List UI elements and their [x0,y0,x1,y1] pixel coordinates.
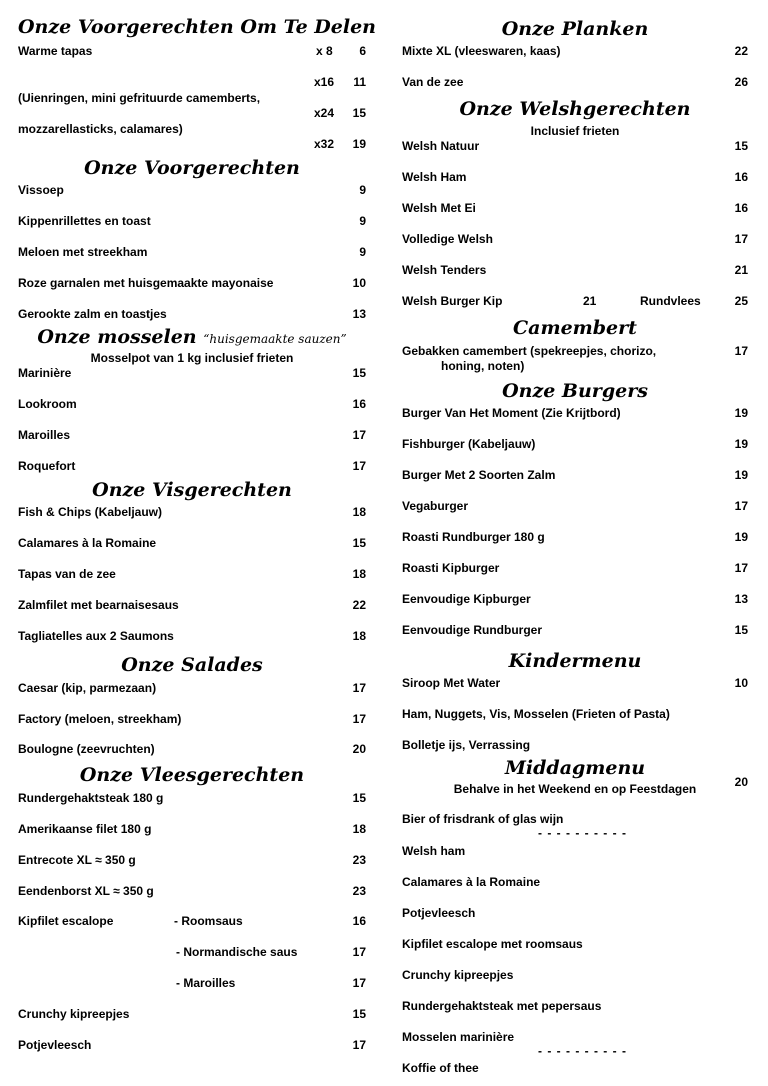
menu-price: 18 [352,505,366,519]
menu-item: Volledige Welsh [402,232,493,246]
menu-item: Potjevleesch [18,1038,92,1052]
middagmenu-subtitle: Behalve in het Weekend en op Feestdagen [453,782,697,796]
menu-item-escalope: Kipfilet escalope [18,914,114,928]
section-title-voorgerechten: Onze Voorgerechten [84,157,300,179]
menu-price: 16 [734,201,748,215]
menu-item: Vissoep [18,183,64,197]
menu-item: Mixte XL (vleeswaren, kaas) [402,44,561,58]
menu-price: 17 [352,945,366,959]
section-title-tapas: Onze Voorgerechten Om Te Delen [18,16,376,38]
menu-item: Eenvoudige Rundburger [402,623,543,637]
menu-item: Zalmfilet met bearnaisesaus [18,598,179,612]
mosselen-subtitle: Mosselpot van 1 kg inclusief frieten [90,351,294,365]
section-title-vleesgerechten: Onze Vleesgerechten [79,764,305,786]
section-title-kindermenu: Kindermenu [508,650,642,672]
menu-item: Calamares à la Romaine [18,536,157,550]
menu-price: 15 [734,139,748,153]
escalope-sauce: - Normandische saus [176,945,298,959]
menu-item: Ham, Nuggets, Vis, Mosselen (Frieten of Pasta) [402,707,670,721]
menu-price: 21 [734,263,748,277]
middagmenu-separator: - - - - - - - - - - [538,826,627,840]
menu-price: 18 [352,567,366,581]
section-title-welsh: Onze Welshgerechten [459,98,691,120]
tapas-qty-24: x24 [314,106,335,120]
welsh-burger-kip-price: 21 [583,294,597,308]
menu-price: 26 [734,75,748,89]
middagmenu-separator: - - - - - - - - - - [538,1044,627,1058]
menu-item: Tapas van de zee [18,567,116,581]
middagmenu-item: Crunchy kipreepjes [402,968,514,982]
item-name-warme-tapas: Warme tapas [18,44,93,58]
tapas-price-24: 15 [352,106,366,120]
menu-item: Kippenrillettes en toast [18,214,151,228]
menu-item: Welsh Ham [402,170,467,184]
menu-item: Welsh Natuur [402,139,480,153]
menu-item: Caesar (kip, parmezaan) [18,681,157,695]
middagmenu-item: Mosselen marinière [402,1030,515,1044]
section-title-burgers: Onze Burgers [502,380,648,402]
menu-price: 15 [352,536,366,550]
tapas-price-32: 19 [352,137,366,151]
menu-price: 23 [352,853,366,867]
middagmenu-drink: Bier of frisdrank of glas wijn [402,812,564,826]
menu-price: 17 [352,459,366,473]
menu-price: 17 [734,499,748,513]
menu-price: 17 [734,561,748,575]
menu-price: 17 [352,712,366,726]
menu-item: Fish & Chips (Kabeljauw) [18,505,163,519]
menu-price: 19 [734,406,748,420]
menu-item: Van de zee [402,75,464,89]
menu-price: 9 [359,183,366,197]
menu-price: 15 [734,623,748,637]
menu-item: Roze garnalen met huisgemaakte mayonaise [18,276,274,290]
menu-item: Meloen met streekham [18,245,148,259]
menu-item-camembert-line2: honing, noten) [441,359,525,373]
menu-item: Eendenborst XL ≈ 350 g [18,884,154,898]
escalope-sauce: - Roomsaus [174,914,243,928]
menu-price: 16 [352,914,366,928]
middagmenu-price: 20 [734,775,748,789]
section-title-visgerechten: Onze Visgerechten [92,479,292,501]
menu-price: 17 [352,1038,366,1052]
menu-price: 19 [734,437,748,451]
menu-item: Tagliatelles aux 2 Saumons [18,629,174,643]
menu-price: 10 [734,676,748,690]
menu-item-welsh-burger: Welsh Burger Kip [402,294,503,308]
middagmenu-item: Welsh ham [402,844,466,858]
menu-price: 9 [359,245,366,259]
menu-price: 22 [734,44,748,58]
menu-price: 15 [352,791,366,805]
item-note-warme-tapas-2: mozzarellasticks, calamares) [18,122,183,136]
menu-item: Burger Met 2 Soorten Zalm [402,468,556,482]
welsh-subtitle: Inclusief frieten [530,124,620,138]
section-title-camembert: Camembert [513,317,637,339]
section-title-middagmenu: Middagmenu [504,757,646,779]
mosselen-title: Onze mosselen [37,326,197,348]
menu-item: Vegaburger [402,499,469,513]
menu-item: Maroilles [18,428,71,442]
menu-item: Bolletje ijs, Verrassing [402,738,531,752]
menu-price: 15 [352,366,366,380]
escalope-sauce: - Maroilles [176,976,236,990]
menu-price: 17 [352,428,366,442]
menu-price: 20 [352,742,366,756]
menu-item: Welsh Tenders [402,263,487,277]
menu-price: 9 [359,214,366,228]
menu-price: 10 [352,276,366,290]
menu-price: 19 [734,468,748,482]
tapas-price-16: 11 [353,75,366,89]
menu-item: Welsh Met Ei [402,201,476,215]
menu-item: Eenvoudige Kipburger [402,592,531,606]
menu-item: Gerookte zalm en toastjes [18,307,167,321]
menu-price: 17 [734,344,748,358]
menu-price: 17 [734,232,748,246]
menu-price: 17 [352,681,366,695]
menu-item: Marinière [18,366,72,380]
menu-item: Siroop Met Water [402,676,501,690]
menu-item: Roasti Rundburger 180 g [402,530,545,544]
middagmenu-item: Kipfilet escalope met roomsaus [402,937,583,951]
welsh-burger-rund-label: Rundvlees [640,294,701,308]
menu-price: 22 [352,598,366,612]
menu-item: Boulogne (zeevruchten) [18,742,155,756]
section-title-planken: Onze Planken [501,18,649,40]
menu-item-camembert-line1: Gebakken camembert (spekreepjes, chorizo, [402,344,657,358]
tapas-qty-32: x32 [314,137,335,151]
section-title-mosselen [18,326,366,350]
section-title-salades: Onze Salades [121,654,263,676]
welsh-burger-rund-price: 25 [734,294,748,308]
menu-item: Fishburger (Kabeljauw) [402,437,536,451]
menu-price: 15 [352,1007,366,1021]
menu-item: Roasti Kipburger [402,561,500,575]
menu-item: Factory (meloen, streekham) [18,712,182,726]
menu-price: 13 [734,592,748,606]
menu-price: 18 [352,822,366,836]
tapas-price-8: 6 [359,44,366,58]
menu-item: Roquefort [18,459,76,473]
menu-price: 18 [352,629,366,643]
mosselen-title-note: “huisgemaakte sauzen” [203,332,347,346]
menu-item: Lookroom [18,397,77,411]
menu-item: Rundergehaktsteak 180 g [18,791,164,805]
menu-price: 13 [352,307,366,321]
menu-item: Amerikaanse filet 180 g [18,822,152,836]
middagmenu-item: Rundergehaktsteak met pepersaus [402,999,602,1013]
item-note-warme-tapas-1: (Uienringen, mini gefrituurde camemberts, [18,91,261,105]
middagmenu-dessert: Koffie of thee [402,1061,479,1075]
middagmenu-item: Calamares à la Romaine [402,875,541,889]
menu-price: 19 [734,530,748,544]
tapas-qty-8: x 8 [316,44,333,58]
menu-price: 16 [734,170,748,184]
menu-item: Crunchy kipreepjes [18,1007,130,1021]
menu-price: 23 [352,884,366,898]
middagmenu-item: Potjevleesch [402,906,476,920]
tapas-qty-16: x16 [314,75,335,89]
menu-price: 16 [352,397,366,411]
menu-item: Entrecote XL ≈ 350 g [18,853,136,867]
menu-item: Burger Van Het Moment (Zie Krijtbord) [402,406,621,420]
menu-price: 17 [352,976,366,990]
